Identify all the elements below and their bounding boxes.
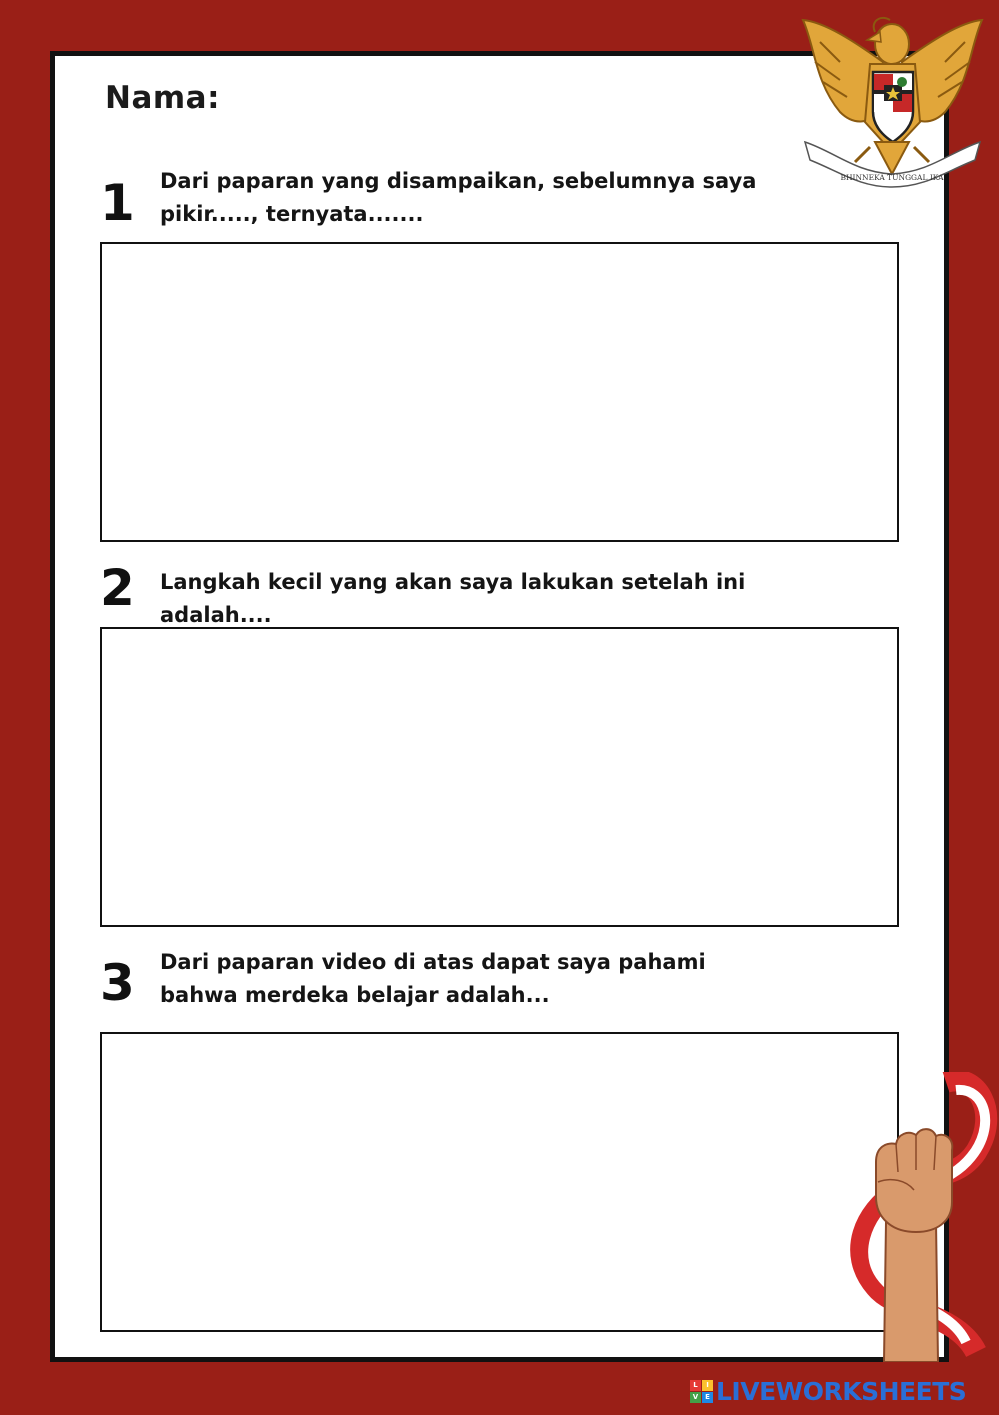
question-2-line-1: Langkah kecil yang akan saya lakukan setelah ini adalah....	[160, 570, 746, 627]
raised-fist-flag-icon	[826, 1072, 999, 1362]
answer-box-1[interactable]	[100, 242, 899, 542]
name-label: Nama:	[105, 80, 220, 116]
question-1-text	[160, 165, 800, 231]
motto-ribbon: BHINNEKA TUNGGAL IKA	[840, 173, 944, 182]
liveworksheets-logo[interactable]	[690, 1376, 966, 1406]
question-3-line-1: Dari paparan video di atas dapat saya pahami	[160, 950, 706, 974]
liveworksheets-badge-icon: L I V E	[690, 1380, 713, 1403]
question-3-line-2: bahwa merdeka belajar adalah...	[160, 983, 550, 1007]
question-3-text	[160, 946, 800, 1012]
answer-box-2[interactable]	[100, 627, 899, 927]
garuda-pancasila-icon	[795, 2, 990, 200]
question-1-line-2: pikir....., ternyata.......	[160, 202, 424, 226]
answer-box-3[interactable]	[100, 1032, 899, 1332]
question-2-text	[160, 566, 860, 632]
liveworksheets-brand-text: LIVEWORKSHEETS	[716, 1376, 967, 1406]
question-1-number: 1	[100, 174, 135, 232]
question-2-number: 2	[100, 559, 135, 617]
question-1-line-1: Dari paparan yang disampaikan, sebelumnya saya	[160, 169, 757, 193]
question-3-number: 3	[100, 954, 135, 1012]
